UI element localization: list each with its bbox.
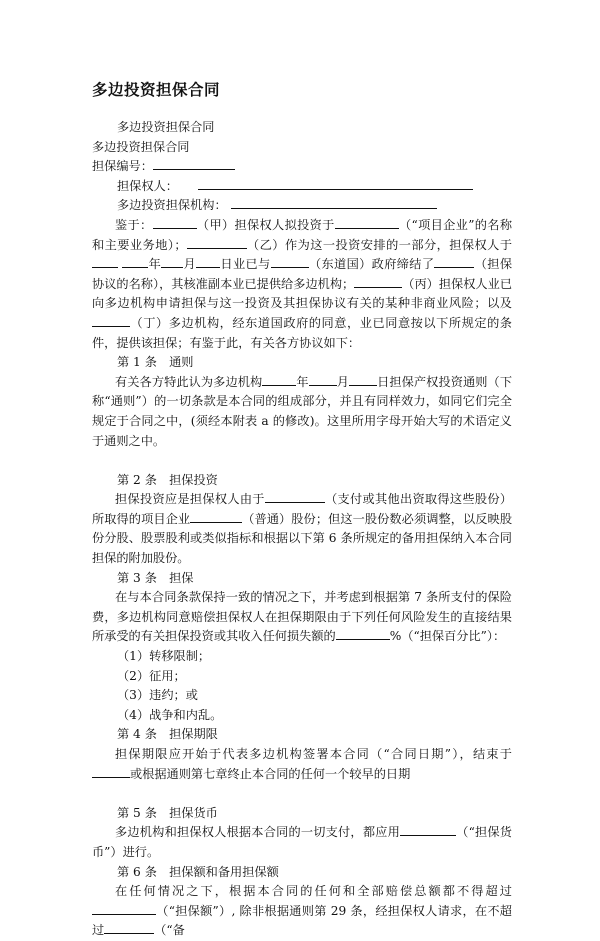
blank bbox=[265, 490, 325, 503]
blank bbox=[122, 255, 148, 268]
blank bbox=[92, 314, 130, 327]
text: 在任何情况之下，根据本合同的任何和全部赔偿总额都不得超过 bbox=[115, 884, 512, 899]
text: （乙）作为这一投资安排的一部分，担保权人于 bbox=[246, 237, 513, 252]
text: 多边机构和担保权人根据本合同的一切支付，都应用 bbox=[115, 825, 400, 840]
text: （丁）多边机构，经东道国政府的同意，业已同意按以下所规定的条件，提供该担保；有鉴于此，有关各方协议如下： bbox=[92, 315, 512, 350]
text: （“担保额”）, 除非根据通则第 29 条，经担保权人请求，在不超过 bbox=[92, 903, 512, 938]
blank bbox=[161, 255, 183, 268]
blank bbox=[153, 216, 197, 229]
text: 担保投资应是担保权人由于 bbox=[115, 492, 265, 507]
blank bbox=[400, 823, 456, 836]
article-2-text bbox=[92, 490, 512, 568]
text: 担保期限应开始于代表多边机构签署本合同（“合同日期”），结束于 bbox=[115, 747, 512, 761]
document-body bbox=[92, 118, 512, 941]
agency-label: 多边投资担保机构： bbox=[117, 198, 227, 213]
article-4-text bbox=[92, 745, 512, 784]
blank bbox=[309, 373, 337, 386]
blank bbox=[187, 236, 247, 249]
text: 年 bbox=[296, 374, 309, 389]
text: （“项目企业”的名称和主要业务地）； bbox=[92, 217, 513, 252]
document-title: 多边投资担保合同 bbox=[92, 81, 221, 99]
blank bbox=[336, 627, 390, 640]
risk-item: （4）战争和内乱。 bbox=[117, 707, 223, 722]
text: （普通）股份；但这一股份数必须调整，以反映股份分股、股票股利或类似指标和根据以下第 6 条所规定的备用担保纳入本合同担保的附加股份。 bbox=[92, 511, 513, 566]
blank bbox=[354, 275, 402, 288]
article-2-heading: 第 2 条 担保投资 bbox=[117, 472, 218, 487]
text: %（“担保百分比”）： bbox=[389, 629, 506, 644]
guarantee-holder-blank bbox=[198, 177, 473, 190]
article-1-heading: 第 1 条 通则 bbox=[117, 355, 194, 370]
article-6-text bbox=[92, 882, 512, 941]
blank bbox=[434, 255, 474, 268]
header-line-2: 多边投资担保合同 bbox=[92, 139, 190, 154]
header-line-1: 多边投资担保合同 bbox=[117, 120, 215, 134]
text: 有关各方特此认为多边机构 bbox=[115, 374, 263, 389]
text: （东道国）政府缔结了 bbox=[308, 257, 435, 272]
blank bbox=[190, 510, 242, 523]
article-3-heading: 第 3 条 担保 bbox=[117, 570, 194, 585]
agency-blank bbox=[231, 196, 437, 209]
blank bbox=[92, 765, 130, 778]
risk-item: （1）转移限制； bbox=[117, 649, 211, 664]
guarantee-holder-label: 担保权人： bbox=[117, 178, 178, 193]
text: （担保协议的名称），其核准副本业已提供给多边机构； bbox=[92, 257, 513, 291]
text: 年 bbox=[148, 257, 162, 272]
blank bbox=[271, 255, 309, 268]
spacer bbox=[92, 451, 512, 471]
text: 日担保产权投资通则（下称“通则”）的一切条款是本合同的组成部分，并且有同样效力，如同它们完全规定于合同之中，(须经本附表 a 的修改)。这里所用字母开始大写的术语定义于通则之中。 bbox=[92, 374, 513, 448]
article-4-heading: 第 4 条 担保期限 bbox=[117, 727, 218, 742]
blank bbox=[335, 216, 399, 229]
preamble-paragraph bbox=[92, 216, 512, 353]
agency-line bbox=[92, 196, 512, 216]
guarantee-holder-line bbox=[92, 177, 512, 197]
text: 鉴于： bbox=[115, 217, 153, 232]
blank bbox=[92, 902, 156, 915]
guarantee-number-line bbox=[92, 157, 512, 177]
text: （支付或其他出资取得这些股份）所取得的项目企业 bbox=[92, 492, 513, 526]
text: 或根据通则第七章终止本合同的任何一个较早的日期 bbox=[130, 766, 411, 781]
article-6-heading: 第 6 条 担保额和备用担保额 bbox=[117, 864, 279, 879]
blank bbox=[92, 255, 118, 268]
article-1-text bbox=[92, 373, 512, 451]
guarantee-number-blank bbox=[153, 157, 235, 170]
spacer bbox=[92, 784, 512, 804]
article-5-text bbox=[92, 823, 512, 862]
text: 在与本合同条款保持一致的情况之下，并考虑到根据第 7 条所支付的保险费，多边机构同意赔偿担保权人在担保期限由于下列任何风险发生的直接结果所承受的有关担保投资或其收入任何损失额的 bbox=[92, 590, 512, 644]
text: 月 bbox=[183, 257, 197, 272]
text: 日业已与 bbox=[220, 257, 271, 272]
risk-item: （2）征用； bbox=[117, 668, 186, 683]
blank bbox=[262, 373, 296, 386]
text: （甲）担保权人拟投资于 bbox=[196, 217, 335, 232]
text: （“备 bbox=[154, 923, 185, 938]
blank bbox=[196, 255, 220, 268]
text: （“担保货币”）进行。 bbox=[92, 825, 512, 859]
text: （丙）担保权人业已向多边机构申请担保与这一投资及其担保协议有关的某种非商业风险；以及 bbox=[92, 276, 513, 311]
text: 月 bbox=[336, 374, 349, 389]
risk-item: （3）违约；或 bbox=[117, 688, 198, 703]
article-5-heading: 第 5 条 担保货币 bbox=[117, 805, 218, 820]
article-3-text bbox=[92, 588, 512, 647]
blank bbox=[104, 921, 154, 934]
guarantee-number-label: 担保编号： bbox=[92, 159, 153, 174]
blank bbox=[349, 373, 377, 386]
